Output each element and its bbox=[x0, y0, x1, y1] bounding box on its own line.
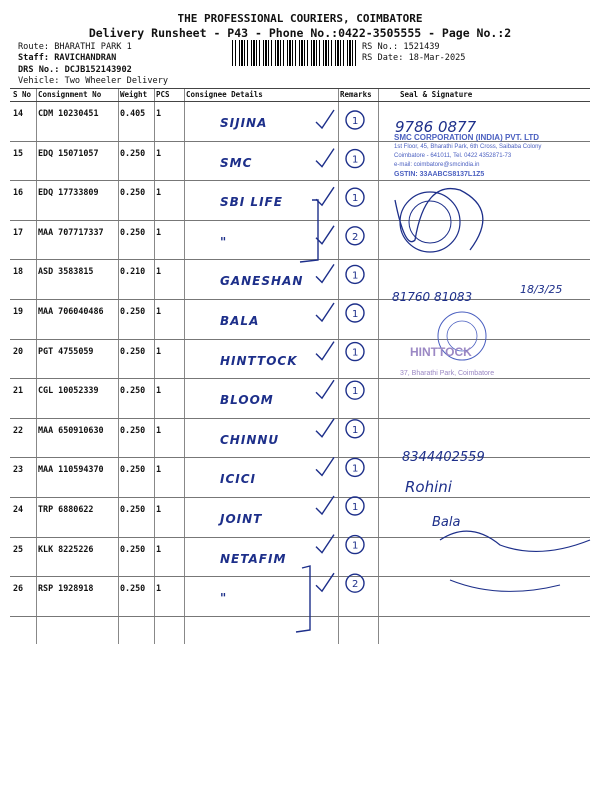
row-consignment: PGT 4755059 bbox=[38, 345, 94, 356]
row-pcs: 1 bbox=[156, 464, 162, 475]
row-pcs: 1 bbox=[156, 147, 162, 158]
remark-code: 2 bbox=[352, 579, 359, 591]
row-consignment: MAA 706040486 bbox=[38, 305, 104, 316]
vehicle-label: Vehicle: Two Wheeler Delivery bbox=[18, 76, 169, 86]
row-sno: 19 bbox=[13, 305, 24, 316]
remark-code: 1 bbox=[352, 386, 359, 398]
row-sno: 17 bbox=[13, 226, 24, 237]
row-weight: 0.250 bbox=[120, 226, 146, 237]
remark-code: 1 bbox=[352, 424, 359, 436]
row-consignee-handwriting: SIJINA bbox=[220, 116, 268, 130]
smc-stamp-email: e-mail: coimbatore@smcindia.in bbox=[394, 162, 480, 168]
remark-code: 1 bbox=[352, 502, 359, 513]
smc-stamp-name: SMC CORPORATION (INDIA) PVT. LTD bbox=[394, 133, 540, 142]
sign-phone-2: 81760 81083 bbox=[392, 290, 473, 304]
row-weight: 0.250 bbox=[120, 187, 146, 198]
remark-code: 1 bbox=[352, 270, 359, 282]
row-weight: 0.250 bbox=[120, 345, 146, 356]
row-consignment: CDM 10230451 bbox=[38, 108, 99, 118]
delivery-tick bbox=[316, 457, 334, 475]
staff-label: Staff: RAVICHANDRAN bbox=[18, 53, 117, 63]
row-pcs: 1 bbox=[156, 305, 162, 316]
purple-stamp: HINTTOCK bbox=[410, 345, 472, 359]
row-sno: 20 bbox=[13, 345, 24, 356]
row-weight: 0.250 bbox=[120, 583, 146, 594]
row-weight: 0.210 bbox=[120, 266, 146, 277]
row-consignment: EDQ 17733809 bbox=[38, 187, 99, 198]
row-pcs: 1 bbox=[156, 345, 162, 356]
row-consignee-handwriting: GANESHAN bbox=[220, 274, 304, 289]
smc-stamp-addr2: Coimbatore - 641011, Tel. 0422 4352871-73 bbox=[394, 153, 512, 159]
row-weight: 0.405 bbox=[120, 108, 146, 118]
row-consignment: CGL 10052339 bbox=[38, 385, 99, 396]
row-sno: 25 bbox=[13, 543, 24, 554]
row-sno: 23 bbox=[13, 464, 24, 475]
col-consignment: Consignment No bbox=[38, 90, 102, 99]
smc-stamp-gst: GSTIN: 33AABCS8137L1Z5 bbox=[394, 171, 485, 178]
remark-code: 1 bbox=[352, 193, 359, 205]
row-pcs: 1 bbox=[156, 266, 162, 277]
delivery-tick bbox=[316, 380, 334, 398]
row-consignee-handwriting: JOINT bbox=[220, 511, 263, 526]
row-sno: 18 bbox=[13, 266, 24, 277]
row-consignment: MAA 707717337 bbox=[38, 226, 104, 237]
rs-no-label: RS No.: 1521439 bbox=[362, 42, 440, 52]
row-pcs: 1 bbox=[156, 187, 162, 198]
remark-code: 2 bbox=[352, 231, 359, 243]
row-consignment: TRP 6880622 bbox=[38, 503, 94, 514]
row-pcs: 1 bbox=[156, 424, 162, 435]
delivery-tick bbox=[316, 573, 334, 591]
drs-label: DRS No.: DCJB152143902 bbox=[18, 65, 132, 75]
remark-code: 1 bbox=[352, 154, 359, 166]
row-pcs: 1 bbox=[156, 108, 162, 118]
row-sno: 24 bbox=[13, 503, 24, 514]
remark-code: 1 bbox=[352, 540, 359, 552]
delivery-tick bbox=[316, 303, 334, 321]
row-sno: 14 bbox=[13, 108, 24, 118]
col-pcs: PCS bbox=[156, 90, 170, 99]
delivery-tick bbox=[316, 419, 334, 437]
col-sno: S No bbox=[13, 90, 32, 99]
sign-bala: Bala bbox=[432, 515, 461, 530]
row-sno: 16 bbox=[13, 187, 24, 198]
row-consignee-handwriting: SMC bbox=[220, 155, 253, 170]
row-consignment: EDQ 15071057 bbox=[38, 147, 99, 158]
remark-code: 1 bbox=[352, 116, 359, 127]
col-weight: Weight bbox=[120, 90, 148, 99]
row-pcs: 1 bbox=[156, 503, 162, 514]
row-pcs: 1 bbox=[156, 226, 162, 237]
row-consignee-handwriting: CHINNU bbox=[220, 432, 280, 447]
col-remarks: Remarks bbox=[340, 90, 372, 99]
delivery-tick bbox=[316, 535, 334, 553]
sign-date: 18/3/25 bbox=[520, 283, 563, 296]
col-consignee: Consignee Details bbox=[186, 90, 263, 99]
row-pcs: 1 bbox=[156, 543, 162, 554]
sign-phone-1: 9786 0877 bbox=[395, 118, 477, 136]
row-weight: 0.250 bbox=[120, 385, 146, 396]
row-weight: 0.250 bbox=[120, 464, 146, 475]
row-consignee-handwriting: " bbox=[220, 234, 228, 249]
row-sno: 26 bbox=[13, 583, 24, 594]
row-consignee-handwriting: SBI LIFE bbox=[220, 195, 283, 210]
row-pcs: 1 bbox=[156, 385, 162, 396]
sign-phone-3: 8344402559 bbox=[402, 450, 485, 465]
row-consignee-handwriting: ICICI bbox=[220, 472, 257, 487]
row-consignee-handwriting: " bbox=[220, 591, 228, 606]
row-consignee-handwriting: HINTTOCK bbox=[220, 353, 298, 368]
row-consignment: MAA 110594370 bbox=[38, 464, 104, 475]
delivery-tick bbox=[316, 110, 334, 128]
row-weight: 0.250 bbox=[120, 503, 146, 514]
row-sno: 15 bbox=[13, 147, 24, 158]
runsheet-title: Delivery Runsheet - P43 - Phone No.:0422-3505555 - Page No.:2 bbox=[88, 26, 512, 40]
sign-rohini: Rohini bbox=[405, 478, 452, 496]
delivery-tick bbox=[316, 496, 334, 514]
row-weight: 0.250 bbox=[120, 305, 146, 316]
col-seal: Seal & Signature bbox=[400, 90, 473, 99]
row-consignment: KLK 8225226 bbox=[38, 543, 94, 554]
smc-stamp-addr1: 1st Floor, 45, Bharathi Park, 6th Cross, Saibaba Colony bbox=[394, 144, 542, 150]
row-consignee-handwriting: NETAFIM bbox=[220, 551, 287, 566]
row-sno: 21 bbox=[13, 385, 24, 396]
remark-code: 1 bbox=[352, 463, 359, 475]
row-pcs: 1 bbox=[156, 583, 162, 594]
rs-date-label: RS Date: 18-Mar-2025 bbox=[362, 53, 466, 63]
row-consignment: RSP 1928918 bbox=[38, 583, 94, 594]
delivery-tick bbox=[316, 264, 334, 282]
route-label: Route: BHARATHI PARK 1 bbox=[18, 42, 132, 52]
row-consignment: ASD 3583815 bbox=[38, 266, 94, 277]
row-consignee-handwriting: BLOOM bbox=[220, 393, 274, 408]
delivery-tick bbox=[316, 342, 334, 360]
row-consignment: MAA 650910630 bbox=[38, 424, 104, 435]
row-weight: 0.250 bbox=[120, 147, 146, 158]
row-weight: 0.250 bbox=[120, 543, 146, 554]
row-weight: 0.250 bbox=[120, 424, 146, 435]
company-title: THE PROFESSIONAL COURIERS, COIMBATORE bbox=[177, 12, 423, 25]
delivery-tick bbox=[316, 149, 334, 167]
row-consignee-handwriting: BALA bbox=[220, 313, 260, 328]
row-sno: 22 bbox=[13, 424, 24, 435]
purple-stamp-addr: 37, Bharathi Park, Coimbatore bbox=[400, 370, 495, 377]
remark-code: 1 bbox=[352, 347, 359, 359]
remark-code: 1 bbox=[352, 309, 359, 320]
